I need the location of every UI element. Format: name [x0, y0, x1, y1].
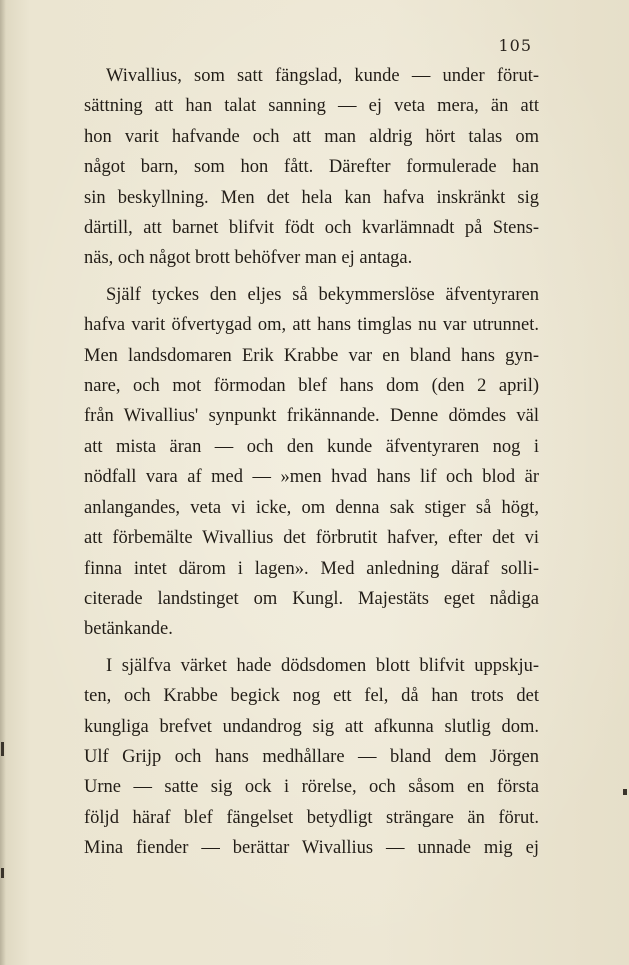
text-line: hafva varit öfvertygad om, att hans timglas nu var utrunnet.	[84, 315, 539, 336]
text-line: Ulf Grijp och hans medhållare — bland dem Jörgen	[84, 746, 539, 767]
text-line: Wivallius, som satt fängslad, kunde — under förut-	[106, 66, 539, 86]
text-line: Urne — satte sig ock i rörelse, och såsom en första	[84, 777, 539, 798]
text-line: Själf tyckes den eljes så bekymmerslöse äfventyraren	[106, 284, 539, 305]
text-line: därtill, att barnet blifvit födt och kvarlämnadt på Stens-	[84, 218, 539, 239]
paragraph-3	[84, 651, 539, 864]
text-line: ten, och Krabbe begick nog ett fel, då han trots det	[84, 686, 539, 707]
text-line: citerade landstinget om Kungl. Majestäts eget nådiga	[84, 588, 539, 609]
margin-mark	[623, 789, 627, 795]
text-line: nare, och mot förmodan blef hans dom (den 2 april)	[84, 376, 539, 397]
text-line: att förbemälte Wivallius det förbrutit hafver, efter det vi	[84, 528, 539, 549]
text-line: sin beskyllning. Men det hela kan hafva inskränkt sig	[84, 187, 539, 208]
text-line: finna intet därom i lagen». Med anledning däraf solli-	[84, 558, 539, 579]
paragraph-1	[84, 61, 539, 274]
body-text	[84, 61, 539, 864]
text-line: hon varit hafvande och att man aldrig hört talas om	[84, 126, 539, 147]
text-line: något barn, som hon fått. Därefter formulerade han	[84, 157, 539, 178]
text-line: betänkande.	[84, 619, 173, 640]
text-line: sättning att han talat sanning — ej veta mera, än att	[84, 96, 539, 117]
text-line: näs, och något brott behöfver man ej antaga.	[84, 248, 413, 269]
text-line: Mina fiender — berättar Wivallius — unnade mig ej	[84, 838, 539, 859]
text-line: från Wivallius' synpunkt frikännande. Denne dömdes väl	[84, 406, 539, 427]
text-line: Men landsdomaren Erik Krabbe var en bland hans gyn-	[84, 345, 539, 366]
margin-mark	[1, 868, 4, 878]
page-number: 105	[498, 36, 532, 55]
page-binding-edge	[0, 0, 6, 965]
margin-mark	[1, 742, 4, 756]
text-line: I själfva värket hade dödsdomen blott blifvit uppskju-	[106, 655, 539, 676]
text-line: kungliga brefvet undandrog sig att afkunna slutlig dom.	[84, 716, 539, 737]
text-line: att mista äran — och den kunde äfventyraren nog i	[84, 436, 539, 457]
text-line: nödfall vara af med — »men hvad hans lif och blod är	[84, 467, 539, 488]
text-line: anlangandes, veta vi icke, om denna sak stiger så högt,	[84, 497, 539, 518]
paragraph-2	[84, 280, 539, 645]
text-line: följd häraf blef fängelset betydligt strängare än förut.	[84, 807, 539, 828]
